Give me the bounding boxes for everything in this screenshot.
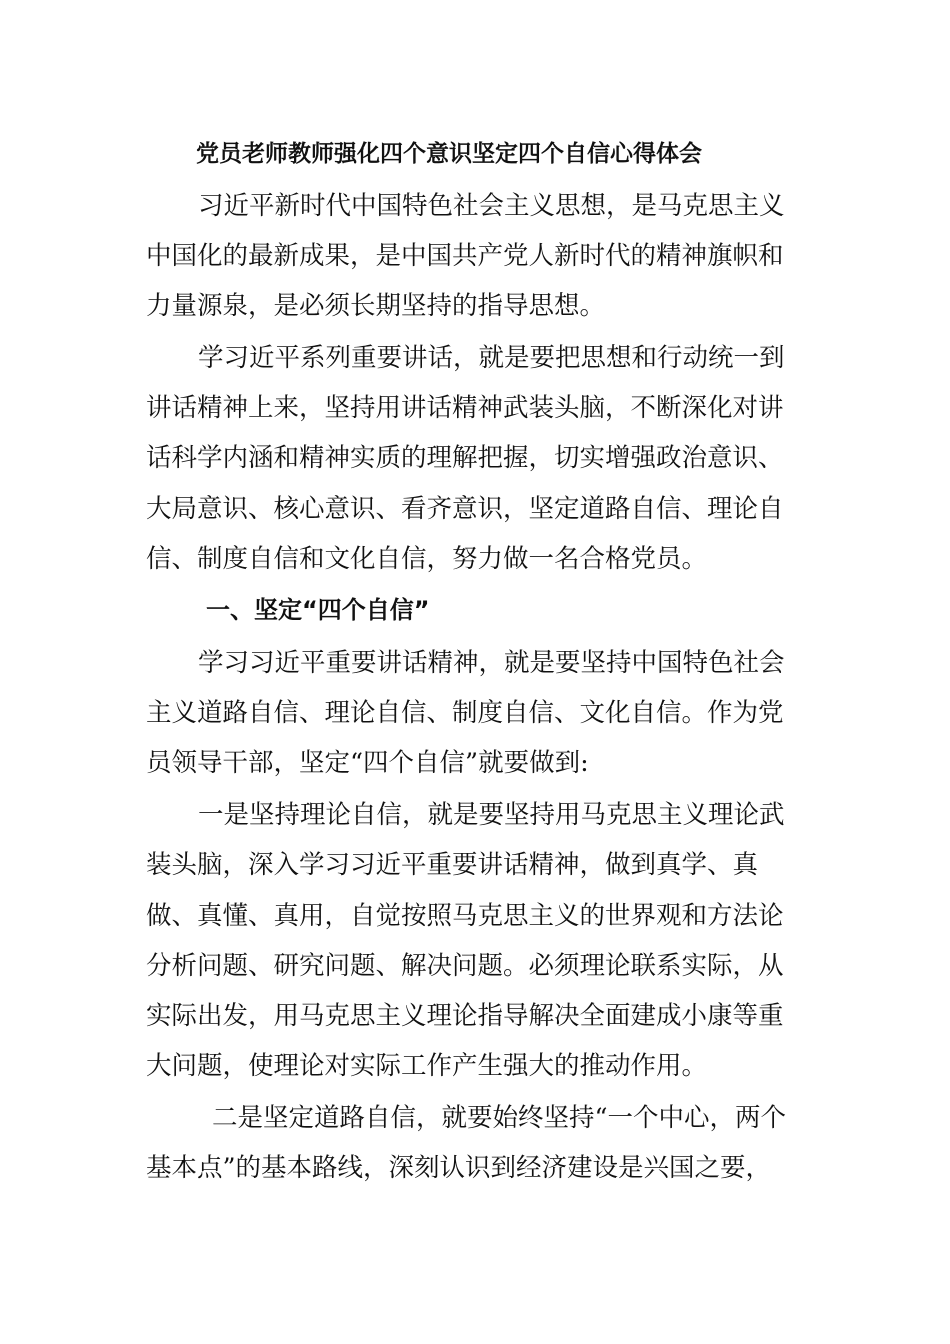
paragraph-line: 做、真懂、真用，自觉按照马克思主义的世界观和方法论 — [146, 901, 784, 931]
paragraph-line: 讲话精神上来，坚持用讲话精神武装头脑，不断深化对讲 — [146, 393, 784, 423]
paragraph-line: 大局意识、核心意识、看齐意识，坚定道路自信、理论自 — [146, 494, 784, 524]
paragraph-line: 习近平新时代中国特色社会主义思想，是马克思主义 — [198, 191, 785, 221]
paragraph-line: 基本点”的基本路线，深刻认识到经济建设是兴国之要， — [146, 1153, 772, 1183]
paragraph-line: 信、制度自信和文化自信，努力做一名合格党员。 — [146, 544, 708, 574]
section-heading: 一、坚定“四个自信” — [206, 596, 430, 624]
paragraph-line: 大问题，使理论对实际工作产生强大的推动作用。 — [146, 1051, 708, 1081]
paragraph-line: 学习习近平重要讲话精神，就是要坚持中国特色社会 — [198, 648, 785, 678]
paragraph-line: 力量源泉，是必须长期坚持的指导思想。 — [146, 291, 606, 321]
paragraph-line: 主义道路自信、理论自信、制度自信、文化自信。作为党 — [146, 698, 784, 728]
paragraph-line: 中国化的最新成果，是中国共产党人新时代的精神旗帜和 — [146, 241, 784, 271]
document-title: 党员老师教师强化四个意识坚定四个自信心得体会 — [196, 141, 702, 167]
paragraph-line: 分析问题、研究问题、解决问题。必须理论联系实际，从 — [146, 951, 784, 981]
paragraph-line: 话科学内涵和精神实质的理解把握，切实增强政治意识、 — [146, 443, 784, 473]
paragraph-line: 二是坚定道路自信，就要始终坚持“一个中心，两个 — [212, 1103, 787, 1133]
paragraph-line: 学习近平系列重要讲话，就是要把思想和行动统一到 — [198, 343, 785, 373]
paragraph-line: 员领导干部，坚定“四个自信”就要做到: — [146, 748, 589, 778]
paragraph-line: 装头脑，深入学习习近平重要讲话精神，做到真学、真 — [146, 850, 759, 880]
paragraph-line: 实际出发，用马克思主义理论指导解决全面建成小康等重 — [146, 1001, 784, 1031]
paragraph-line: 一是坚持理论自信，就是要坚持用马克思主义理论武 — [198, 800, 785, 830]
